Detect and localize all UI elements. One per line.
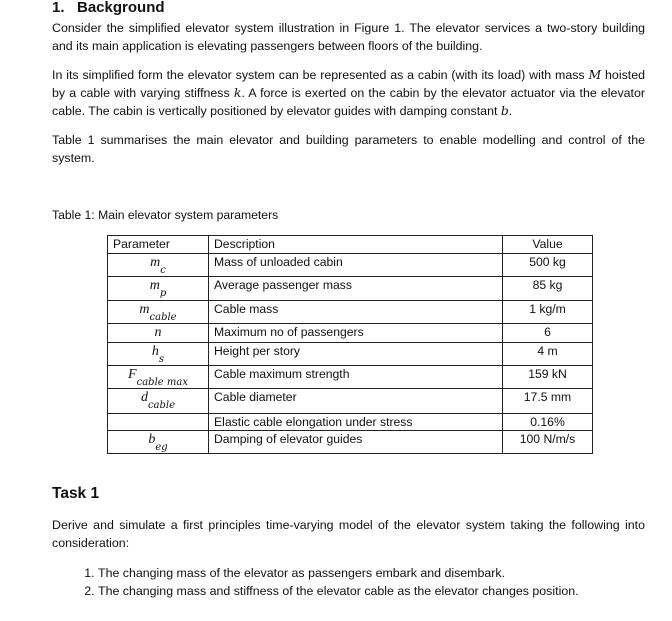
param-description: Average passenger mass: [209, 277, 503, 301]
param-value: 500 kg: [503, 254, 593, 277]
param-value: 85 kg: [503, 277, 593, 301]
parameters-table: [107, 235, 593, 454]
symbol-subscript: c: [160, 265, 166, 276]
table-row: [108, 414, 593, 431]
math-M: M: [588, 67, 602, 82]
symbol: h: [151, 344, 159, 359]
param-description: Cable mass: [209, 301, 503, 324]
paragraph-table-intro: Table 1 summarises the main elevator and building parameters to enable modelling and control of the system.: [52, 133, 645, 165]
math-b: b: [500, 103, 509, 118]
param-symbol: [108, 301, 209, 324]
symbol: d: [140, 390, 148, 405]
table-caption: Table 1: Main elevator system parameters: [52, 208, 279, 222]
section-heading: 1. Background: [52, 0, 165, 16]
table-row: [108, 254, 593, 277]
param-symbol: [108, 414, 209, 431]
param-value: 4 m: [503, 343, 593, 366]
param-symbol: [108, 324, 209, 343]
symbol: m: [149, 278, 160, 293]
param-description: Mass of unloaded cabin: [209, 254, 503, 277]
param-value: 100 N/m/s: [503, 431, 593, 454]
param-symbol: [108, 343, 209, 366]
task-item: 1. The changing mass of the elevator as passengers embark and disembark.: [98, 564, 579, 582]
table-row: [108, 343, 593, 366]
task-title: Task 1: [52, 485, 100, 502]
param-value: 159 kN: [503, 366, 593, 389]
table-row: [108, 277, 593, 301]
table-row: [108, 301, 593, 324]
task-item: 2. The changing mass and stiffness of the elevator cable as the elevator changes position.: [98, 582, 579, 600]
symbol: b: [148, 432, 156, 447]
param-description: Elastic cable elongation under stress: [209, 414, 503, 431]
param-symbol: [108, 254, 209, 277]
paragraph-model: [52, 66, 645, 120]
text: In its simplified form the elevator system can be represented as a cabin (with its load) with mass: [52, 68, 589, 82]
param-description: Cable maximum strength: [209, 366, 503, 389]
table-row: [108, 389, 593, 414]
table-header-row: [108, 236, 593, 254]
param-symbol: [108, 389, 209, 414]
param-value: 0.16%: [503, 414, 593, 431]
param-symbol: [108, 431, 209, 454]
symbol-subscript: s: [158, 354, 165, 365]
param-symbol: [108, 277, 209, 301]
symbol-subscript: cable: [147, 400, 176, 411]
table-row: [108, 431, 593, 454]
text: .: [508, 104, 513, 118]
symbol-subscript: eg: [155, 442, 168, 453]
text: hoisted by a cable with varying stiffness: [52, 68, 645, 100]
param-description: Cable diameter: [209, 389, 503, 414]
symbol: n: [154, 325, 162, 340]
symbol-subscript: cable max: [136, 377, 188, 388]
table-row: [108, 324, 593, 343]
param-value: 1 kg/m: [503, 301, 593, 324]
param-value: 17.5 mm: [503, 389, 593, 414]
param-symbol: [108, 366, 209, 389]
task-intro: Derive and simulate a first principles time-varying model of the elevator system taking the following into consideration:: [52, 518, 645, 550]
text: . A force is exerted on the cabin by the elevator actuator via the elevator cable. The cabin is vertically positioned by elevator guides with damping constant: [52, 86, 645, 118]
header-value: Value: [503, 236, 593, 254]
task-list: [72, 564, 579, 600]
param-description: Height per story: [209, 343, 503, 366]
math-k: k: [233, 85, 242, 100]
table-row: [108, 366, 593, 389]
symbol: F: [128, 367, 137, 382]
param-value: 6: [503, 324, 593, 343]
param-description: Maximum no of passengers: [209, 324, 503, 343]
symbol-subscript: cable: [149, 312, 177, 323]
symbol: m: [150, 255, 161, 270]
param-description: Damping of elevator guides: [209, 431, 503, 454]
header-parameter: Parameter: [108, 236, 209, 254]
symbol: m: [139, 302, 150, 317]
symbol-subscript: p: [159, 288, 167, 299]
header-description: Description: [209, 236, 503, 254]
paragraph-intro: Consider the simplified elevator system illustration in Figure 1. The elevator services a two-story building and its main application is elevating passengers between floors of the building.: [52, 21, 645, 53]
